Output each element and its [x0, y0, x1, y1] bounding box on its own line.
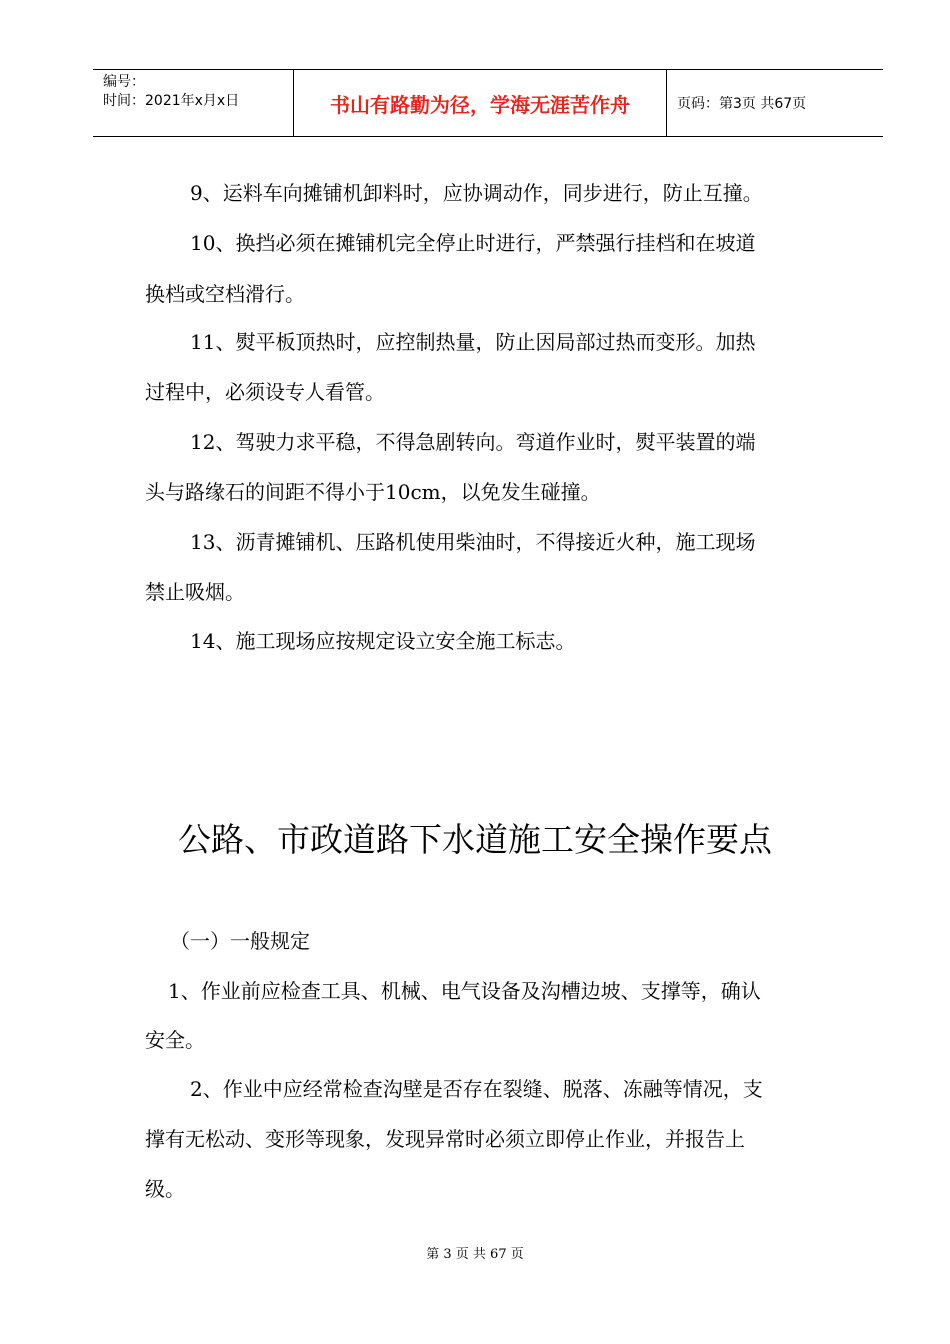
section-item-2-line1: 2、作业中应经常检查沟壁是否存在裂缝、脱落、冻融等情况，支 — [190, 1077, 763, 1101]
paragraph-11-line2: 过程中，必须设专人看管。 — [145, 380, 385, 404]
header-meta-cell — [93, 70, 294, 136]
section-item-2-line3: 级。 — [145, 1177, 185, 1201]
paragraph-13-line1: 13、沥青摊铺机、压路机使用柴油时，不得接近火种，施工现场 — [190, 530, 756, 554]
paragraph-13-line2: 禁止吸烟。 — [145, 580, 245, 604]
header-page-info: 页码：第3页 共67页 — [677, 96, 807, 112]
page-footer: 第 3 页 共 67 页 — [426, 1247, 524, 1262]
section-title: 公路、市政道路下水道施工安全操作要点 — [178, 820, 772, 859]
paragraph-9: 9、运料车向摊铺机卸料时，应协调动作，同步进行，防止互撞。 — [190, 181, 763, 205]
section-item-1-line1: 1、作业前应检查工具、机械、电气设备及沟槽边坡、支撑等，确认 — [168, 979, 761, 1003]
paragraph-12-line1: 12、驾驶力求平稳，不得急剧转向。弯道作业时，熨平装置的端 — [190, 430, 756, 454]
section-subtitle: （一）一般规定 — [170, 929, 310, 953]
section-item-2-line2: 撑有无松动、变形等现象，发现异常时必须立即停止作业，并报告上 — [145, 1127, 745, 1151]
time-label: 时间：2021年x月x日 — [103, 93, 240, 109]
number-label: 编号： — [103, 74, 145, 90]
paragraph-14: 14、施工现场应按规定设立安全施工标志。 — [190, 629, 576, 653]
paragraph-10-line2: 换档或空档滑行。 — [145, 282, 305, 306]
header-table — [93, 69, 883, 137]
header-motto: 书山有路勤为径，学海无涯苦作舟 — [294, 70, 667, 136]
paragraph-11-line1: 11、熨平板顶热时，应控制热量，防止因局部过热而变形。加热 — [190, 330, 756, 354]
paragraph-10-line1: 10、换挡必须在摊铺机完全停止时进行，严禁强行挂档和在坡道 — [190, 231, 756, 255]
section-item-1-line2: 安全。 — [145, 1028, 205, 1052]
paragraph-12-line2: 头与路缘石的间距不得小于10cm，以免发生碰撞。 — [145, 480, 601, 504]
